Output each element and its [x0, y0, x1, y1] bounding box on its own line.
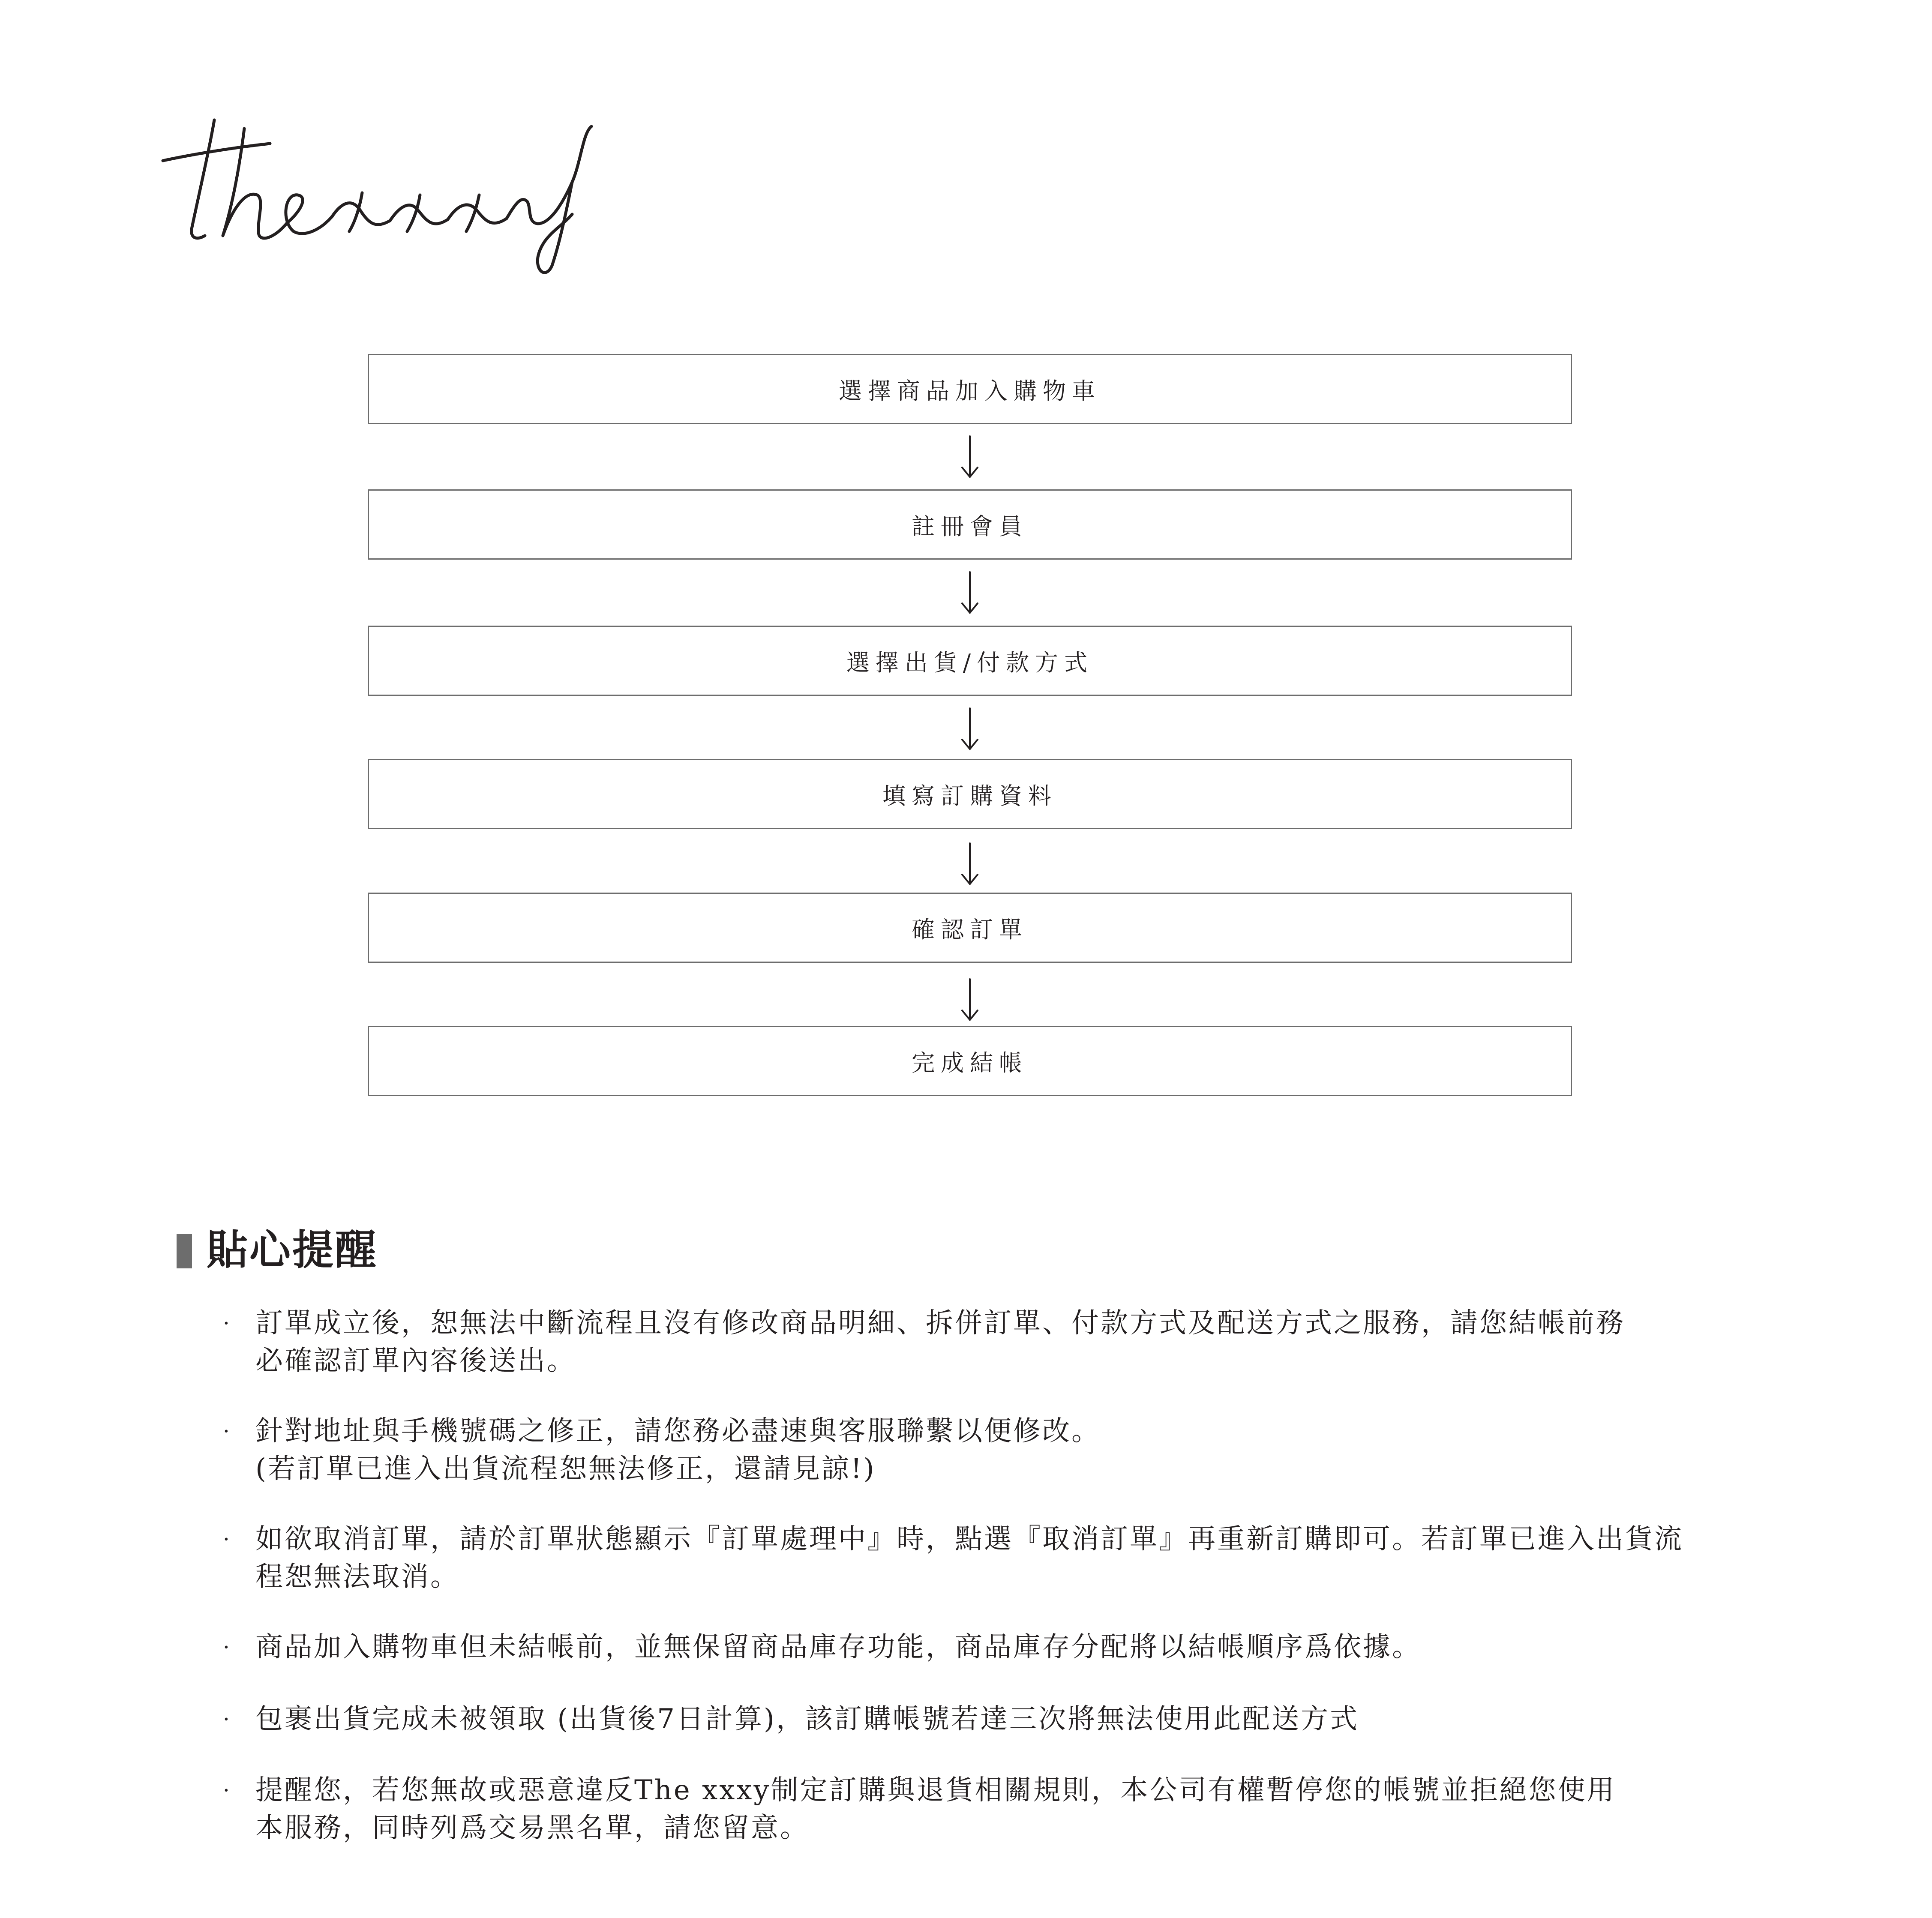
list-item	[223, 1700, 1757, 1738]
down-arrow-icon	[948, 977, 991, 1024]
step-confirm-order: 確認訂單	[368, 893, 1572, 963]
down-arrow-icon	[948, 841, 991, 888]
step-complete-checkout: 完成結帳	[368, 1026, 1572, 1096]
list-item-line: 本服務，同時列爲交易黑名單，請您留意。	[255, 1812, 809, 1844]
bullet-icon: ·	[223, 1419, 231, 1444]
list-item	[223, 1304, 1757, 1380]
list-item-line: 商品加入購物車但未結帳前，並無保留商品庫存功能，商品庫存分配將以結帳順序爲依據。	[255, 1631, 1421, 1663]
list-item-line: 提醒您，若您無故或惡意違反The xxxy制定訂購與退貨相關規則，本公司有權暫停您的帳號並拒絕您使用	[255, 1774, 1616, 1806]
list-item	[223, 1412, 1757, 1488]
list-item-line: 程恕無法取消。	[255, 1561, 459, 1593]
section-title: 貼心提醒	[207, 1226, 378, 1274]
bullet-icon: ·	[223, 1778, 231, 1803]
down-arrow-icon	[948, 434, 991, 481]
bullet-icon: ·	[223, 1311, 231, 1336]
bullet-icon: ·	[223, 1707, 231, 1732]
step-add-to-cart: 選擇商品加入購物車	[368, 354, 1572, 424]
down-arrow-icon	[948, 706, 991, 753]
list-item-line: 必確認訂單內容後送出。	[255, 1345, 576, 1377]
list-item-line: 訂單成立後，恕無法中斷流程且沒有修改商品明細、拆併訂單、付款方式及配送方式之服務，請您結帳前務	[255, 1307, 1625, 1339]
list-item-line: 如欲取消訂單，請於訂單狀態顯示『訂單處理中』時，點選『取消訂單』再重新訂購即可。若訂單已進入出貨流	[255, 1523, 1683, 1555]
brand-logo	[159, 107, 664, 279]
bullet-icon: ·	[223, 1527, 231, 1552]
step-register-member: 註冊會員	[368, 489, 1572, 560]
bullet-icon: ·	[223, 1635, 231, 1660]
list-item	[223, 1520, 1757, 1596]
list-item-line: 包裹出貨完成未被領取 (出貨後7日計算)，該訂購帳號若達三次將無法使用此配送方式	[255, 1703, 1359, 1735]
section-marker	[177, 1234, 192, 1268]
list-item	[223, 1628, 1757, 1666]
list-item-line: (若訂單已進入出貨流程恕無法修正，還請見諒!)	[255, 1453, 876, 1485]
step-choose-shipping-payment: 選擇出貨/付款方式	[368, 626, 1572, 696]
list-item-line: 針對地址與手機號碼之修正，請您務必盡速與客服聯繫以便修改。	[255, 1415, 1101, 1447]
down-arrow-icon	[948, 570, 991, 617]
list-item	[223, 1771, 1757, 1847]
step-fill-order-info: 填寫訂購資料	[368, 759, 1572, 829]
